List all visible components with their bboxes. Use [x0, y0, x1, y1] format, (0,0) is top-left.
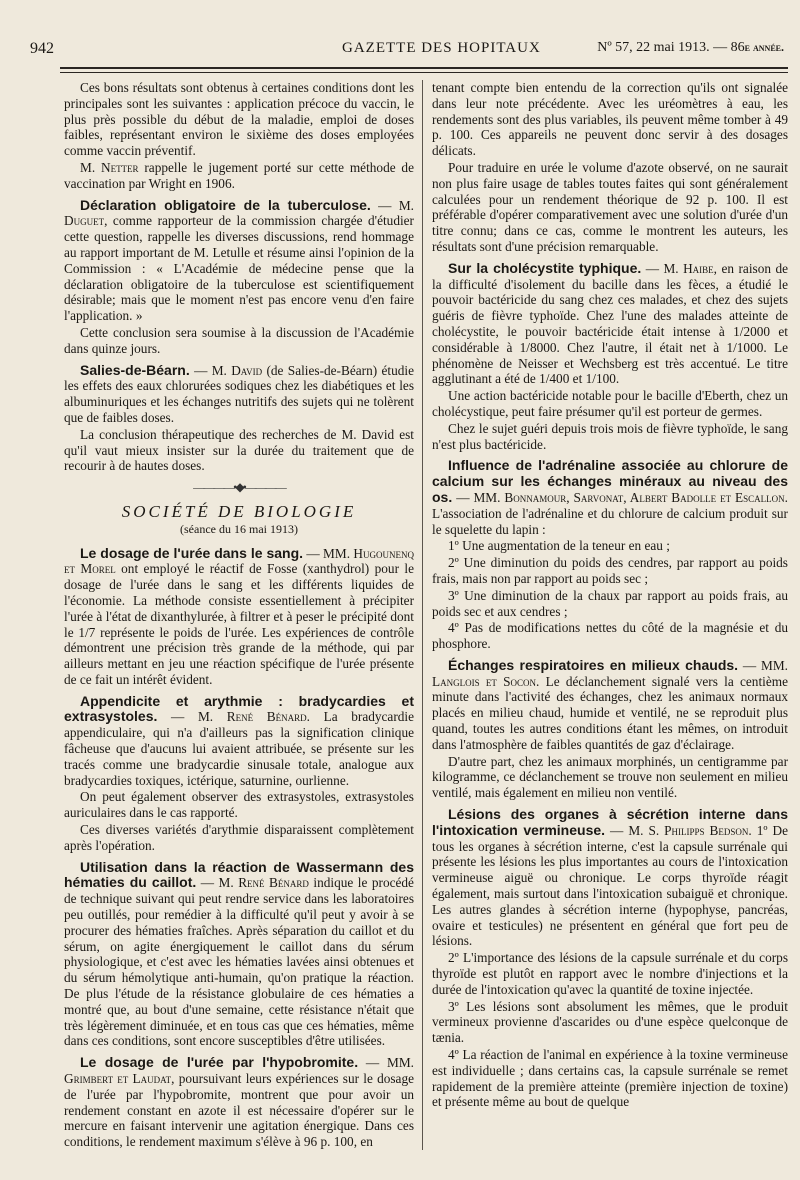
- header-rule: [60, 67, 788, 69]
- paragraph-text: rappelle le jugement porté sur cette méthode de vaccination par Wright en 1906.: [64, 159, 414, 191]
- header-rule-thin: [60, 72, 788, 73]
- author-name: — M. Duguet,: [64, 197, 414, 229]
- section-text: La bradycardie appendiculaire, qui n'a d'ailleurs pas la signification clinique fâcheuse que d'aucuns lui avaient attribuée, se présente sur les tracés comme une bradycardie sinusale totale, analogue aux bradycardies toxiques, ictérique, saturnine, ourlienne.: [64, 709, 414, 788]
- section-title: Échanges respiratoires en milieux chauds.: [448, 656, 739, 673]
- right-column: [432, 80, 788, 1111]
- section-lesions-organes: [432, 807, 788, 949]
- section-title: Salies-de-Béarn.: [80, 361, 190, 378]
- section-dosage-uree-sang: [64, 546, 414, 688]
- issue-year-suffix: e année.: [744, 40, 784, 54]
- left-column: [64, 80, 414, 1151]
- paragraph: Une action bactéricide notable pour le bacille d'Eberth, chez un cholécystique, peut faire présumer qu'il est porteur de germes.: [432, 388, 788, 419]
- author-name: — M. S. Philipps Bedson.: [605, 822, 752, 838]
- section-text: poursuivant leurs expériences sur le dosage de l'urée par l'hypobromite, montrent que pour avoir un rendement constant en azote il est nécessaire d'opérer sur le mercure en faisant intervenir une agitation énergique. Dans ces conditions, le rendement maximum s'élève à 96 p. 100, en: [64, 1071, 414, 1150]
- paragraph: On peut également observer des extrasystoles, extrasystoles auriculaires dans le cas rapporté.: [64, 789, 414, 821]
- section-text: ont employé le réactif de Fosse (xanthydrol) pour le dosage de l'urée dans le sang et les différents liquides de l'économie. La méthode consiste essentiellement à précipiter l'urée à l'état de dixanthylurée, à filtrer et à peser le précipité dont le 1/7 représente le poids de l'urée. Les expériences de contrôle démontrent une précision très grande de la méthode, qui par ailleurs mettant en jeu une réaction spécifique de l'urée présente de ce fait un intérêt évident.: [64, 561, 414, 687]
- issue-info: [597, 40, 784, 56]
- author-name: — MM. Bonnamour, Sarvonat, Albert Badolle et Escallon.: [452, 489, 788, 505]
- list-item: 4º La réaction de l'animal en expérience à la toxine vermineuse est individuelle ; dans certains cas, la capsule surrénale se remet rapidement de la première atteinte (première injection de toxine) et présente même au bout de quelque: [432, 1047, 788, 1110]
- running-header: [30, 36, 788, 62]
- session-date: (séance du 16 mai 1913): [180, 521, 298, 536]
- section-title: Utilisation dans la réaction de Wassermann des hématies du caillot.: [64, 858, 414, 891]
- list-item: 2º L'importance des lésions de la capsule surrénale et du corps thyroïde est plutôt en rapport avec le nombre d'injections et la durée de l'intoxication qu'avec la quantité de toxine injectée.: [432, 950, 788, 997]
- list-item: 3º Les lésions sont absolument les mêmes, que le produit vermineux provienne d'ascarides ou d'une espèce quelconque de tænia.: [432, 998, 788, 1046]
- section-hypobromite: [64, 1055, 414, 1150]
- section-declaration-tuberculose: [64, 198, 414, 324]
- issue-date: Nº 57, 22 mai 1913. — 86: [597, 40, 745, 55]
- section-text: Le déclanchement signalé vers la centième minute dans l'activité des échanges, chez les animaux normaux placés en milieu chaud, humide et ventilé, ne se reproduit plus quand, toutes les autres conditions étant les mêmes, on introduit dans l'atmosphère de faibles quantités de gaz d'éclairage.: [432, 673, 788, 752]
- author-name: — M. David: [189, 362, 263, 378]
- list-item: 3º Une diminution de la chaux par rapport au poids frais, au poids sec et aux cendres ;: [432, 587, 788, 619]
- section-text: indique le procédé de technique suivant qui peut rendre service dans les laboratoires peu outillés, pour remédier à la difficulté qu'il peut y avoir à se procurer des hématies fraîches. Après séparation du caillot et du sérum, on agite énergiquement le caillot dans du sérum physiologique, et c'est avec les hématies lavées ainsi obtenues et du sérum hémolytique anti-humain, qu'on pratique la réaction. De plus l'étude de la résistance globulaire de ces hématies a montré que, au bout d'une semaine, cette résistance n'était que très légèrement diminuée, et en tous cas que ces hématies, même dans ces conditions, sont encore susceptibles d'être utilisées.: [64, 875, 414, 1049]
- section-title: Sur la cholécystite typhique.: [448, 259, 642, 276]
- list-item: 4º Pas de modifications nettes du côté de la magnésie et du phosphore.: [432, 620, 788, 652]
- author-name: — MM. Langlois et Socon.: [432, 657, 789, 689]
- author-name: — M. René Bénard.: [157, 709, 310, 725]
- section-title: Influence de l'adrénaline associée au chlorure de calcium sur les échanges minéraux au niveau des os.: [432, 457, 788, 505]
- list-item: 1º Une augmentation de la teneur en eau ;: [448, 538, 670, 554]
- section-appendicite-arythmie: [64, 694, 414, 789]
- paragraph: Ces bons résultats sont obtenus à certaines conditions dont les principales sont les suivantes : application précoce du vaccin, le plus près possible du début de la maladie, emploi de doses faibles, représentant environ le sixième des doses employées comme vaccin préventif.: [64, 80, 414, 159]
- ornament-divider: ————•◆•————: [193, 480, 285, 495]
- section-echanges-respiratoires: [432, 658, 788, 753]
- column-divider: [422, 80, 423, 1150]
- paragraph: [64, 160, 414, 192]
- author-name: — M. Haibe,: [641, 260, 718, 276]
- author-name: M. Netter: [80, 159, 139, 175]
- paragraph: Ces diverses variétés d'arythmie disparaissent complètement après l'opération.: [64, 822, 414, 853]
- list-item: 2º Une diminution du poids des cendres, par rapport au poids frais, mais non par rapport au poids sec ;: [432, 555, 788, 586]
- author-name: — M. René Bénard: [196, 875, 309, 891]
- section-title: Le dosage de l'urée dans le sang.: [80, 544, 304, 561]
- paragraph: tenant compte bien entendu de la correction qu'ils ont signalée dans leur note précédente. Avec les uréomètres à eau, les rendements sont des plus variables, ils peuvent même tomber à 49 p. 100. Ces appareils ne peuvent donc servir à des dosages délicats.: [432, 80, 788, 159]
- section-salies-de-bearn: [64, 363, 414, 426]
- paragraph: Cette conclusion sera soumise à la discussion de l'Académie dans quinze jours.: [64, 324, 414, 356]
- section-wassermann: [64, 860, 414, 1050]
- section-text: en raison de la difficulté d'isolement du bacille dans les fèces, a étudié le pouvoir bactéricide du sang chez ces malades, et chez des sujets guéris de fièvre typhoïde. Chez l'une des malades atteinte de cholécystite, le pouvoir bactéricide était intense à 1/2000 et considérable à 1/8000. Chez l'autre, il était net à 1/1000. Le phénomène de Neisser et Wechsberg est très accentué. Le titre agglutinant a été de 1/400 et 1/100.: [432, 260, 789, 387]
- journal-title: GAZETTE DES HOPITAUX: [342, 40, 541, 56]
- section-title: Déclaration obligatoire de la tuberculose.: [80, 196, 371, 213]
- society-title: SOCIÉTÉ DE BIOLOGIE: [121, 501, 357, 521]
- author-name: — MM. Grimbert et Laudat,: [64, 1055, 415, 1087]
- section-title: Le dosage de l'urée par l'hypobromite.: [80, 1054, 359, 1071]
- paragraph: Pour traduire en urée le volume d'azote observé, on ne saurait non plus faire usage de tables toutes faites qui sont généralement calculées pour un rendement théorique de 92 p. 100. Il est préférable d'opérer comparativement avec une solution d'urée d'un titre connu; dans ce cas, comme le montrent les auteurs, les résultats sont d'une précision remarquable.: [432, 159, 788, 254]
- paragraph: La conclusion thérapeutique des recherches de M. David est qu'il vaut mieux insister sur la durée du traitement que de recourir à de hautes doses.: [64, 426, 414, 474]
- section-text: L'association de l'adrénaline et du chlorure de calcium produit sur le squelette du lapin :: [432, 505, 788, 537]
- section-text: 1º De tous les organes à sécrétion interne, c'est la capsule surrénale qui présente les lésions les plus importantes au cours de l'intoxication vermineuse aiguë ou chronique. Le corps thyroïde réagit également, mais surtout dans l'intoxication subaiguë et chronique. Les autres glandes à sécrétion interne (hypophyse, pancréas, ovaire et testicules) ne présentent en général que fort peu de lésions.: [432, 822, 788, 949]
- section-text: (de Salies-de-Béarn) étudie les effets des eaux chlorurées sodiques chez les diabétiques et les albuminuriques et les échanges nutritifs des sujets qui ne tolèrent que de faibles doses.: [64, 362, 414, 425]
- paragraph: Chez le sujet guéri depuis trois mois de fièvre typhoïde, le sang n'est plus bactéricide.: [432, 420, 788, 452]
- paragraph: D'autre part, chez les animaux morphinés, un centigramme par kilogramme, ce déclanchement se trouve non seulement en milieu ventilé, mais également en milieu non ventilé.: [432, 753, 788, 801]
- author-name: — MM. Hugounenq et Morel: [64, 545, 414, 577]
- section-adrenaline: [432, 458, 788, 537]
- section-title: Lésions des organes à sécrétion interne dans l'intoxication vermineuse.: [432, 806, 788, 838]
- page-number: 942: [30, 40, 54, 57]
- section-text: comme rapporteur de la commission chargée d'étudier cette question, rappelle les diverses discussions, rend hommage au rapport important de M. Letulle et résume ainsi l'opinion de la Commission : « L'Académie de médecine pense que la déclaration obligatoire de la tuberculose est scientifiquement désirable; mais que le moment n'est pas encore venu d'en faire l'application. »: [64, 213, 414, 324]
- section-cholecystite: [432, 261, 788, 387]
- section-title: Appendicite et arythmie : bradycardies et extrasystoles.: [64, 692, 414, 725]
